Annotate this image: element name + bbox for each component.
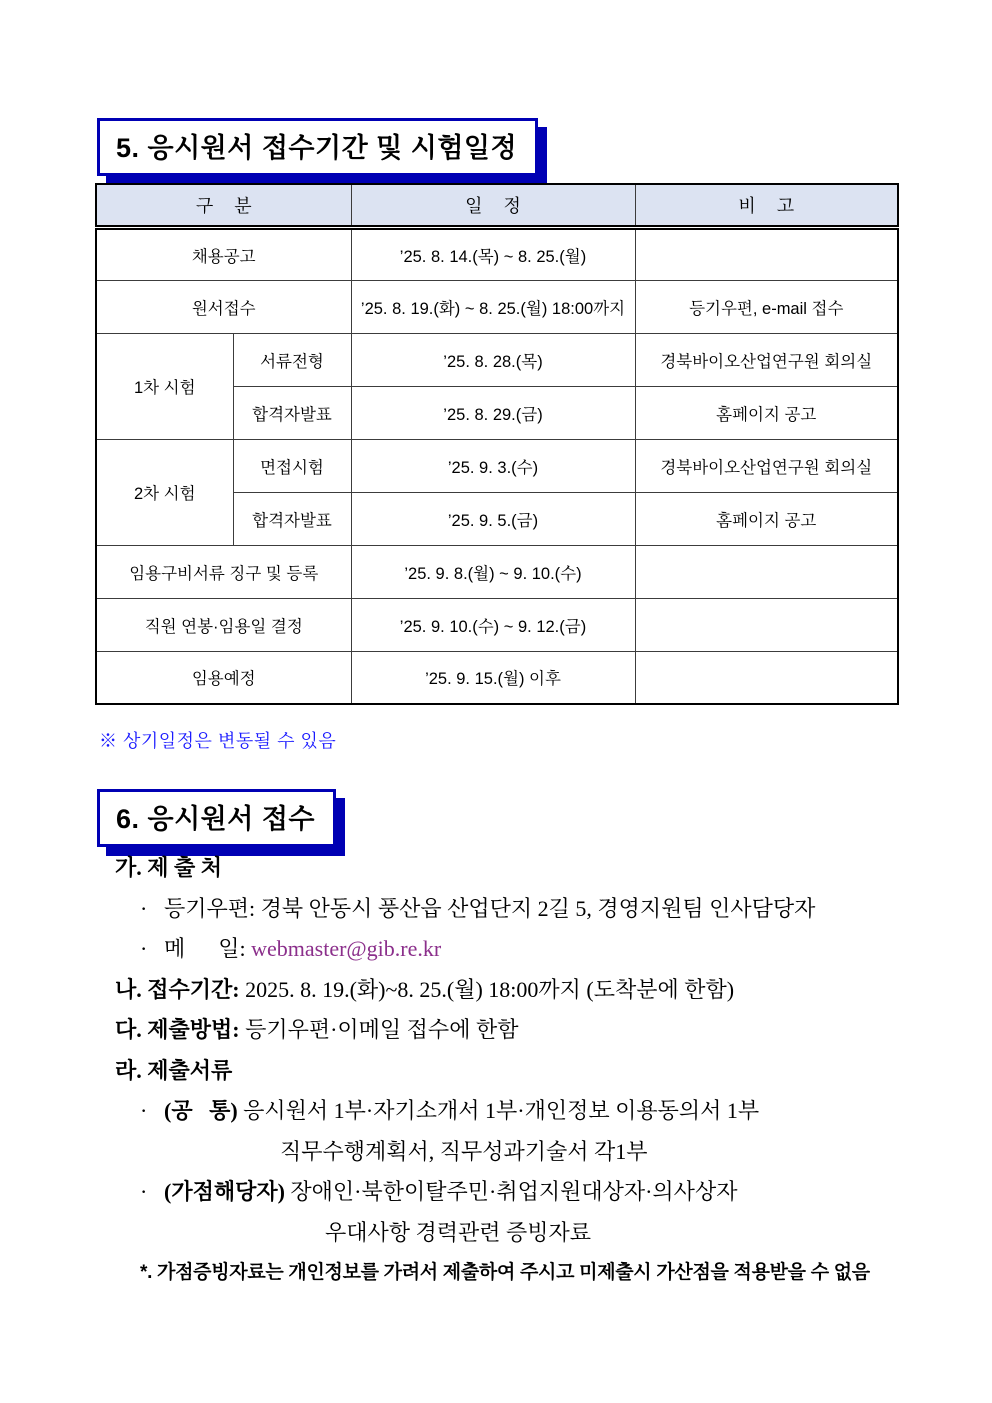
section5-title-box: [97, 118, 538, 176]
cell-note: [635, 651, 898, 704]
submit-method-line: [115, 1010, 915, 1051]
schedule-table: [95, 183, 899, 705]
common-docs-value: 응시원서 1부·자기소개서 1부·개인정보 이용동의서 1부: [237, 1098, 760, 1123]
cell-label: 임용구비서류 징구 및 등록: [96, 545, 351, 598]
email-link[interactable]: webmaster@gib.re.kr: [251, 936, 442, 961]
reception-period-line: [115, 970, 915, 1011]
submit-documents-heading: 라. 제출서류: [115, 1057, 233, 1083]
reception-period-value: 2025. 8. 19.(화)~8. 25.(월) 18:00까지 (도착분에 한함): [239, 976, 735, 1002]
cell-note: 등기우편, e-mail 접수: [635, 280, 898, 333]
table-row: [96, 439, 898, 492]
bullet-icon: ·: [140, 1179, 148, 1204]
cell-note: [635, 227, 898, 280]
cell-note: 경북바이오산업연구원 회의실: [635, 333, 898, 386]
submit-method-value: 등기우편·이메일 접수에 한함: [239, 1017, 519, 1042]
common-docs-line2: 직무수행계획서, 직무성과기술서 각1부: [280, 1138, 648, 1164]
cell-note: 경북바이오산업연구원 회의실: [635, 439, 898, 492]
section6-title: 6. 응시원서 접수: [116, 804, 316, 834]
bullet-icon: ·: [140, 1098, 148, 1123]
table-row: [96, 333, 898, 386]
cell-sub-label: 서류전형: [233, 333, 351, 386]
cell-group-label: 2차 시험: [96, 439, 233, 545]
table-row: [96, 280, 898, 333]
common-docs-label: (공 통): [164, 1098, 238, 1123]
section6-title-box: [97, 789, 336, 847]
schedule-change-note: ※ 상기일정은 변동될 수 있음: [99, 731, 337, 751]
col-header-iljeong: 일 정: [351, 184, 635, 227]
col-header-bigo: 비 고: [635, 184, 898, 227]
cell-note: 홈페이지 공고: [635, 492, 898, 545]
cell-date: ’25. 9. 8.(월) ~ 9. 10.(수): [351, 545, 635, 598]
table-header-row: [96, 184, 898, 227]
cell-date: ’25. 8. 29.(금): [351, 386, 635, 439]
submit-destination-heading: 가. 제 출 처: [115, 855, 223, 880]
cell-note: 홈페이지 공고: [635, 386, 898, 439]
cell-note: [635, 598, 898, 651]
section6-body: [115, 848, 915, 1294]
bonus-docs-label: (가점해당자): [164, 1179, 285, 1204]
cell-label: 임용예정: [96, 651, 351, 704]
cell-label: 채용공고: [96, 227, 351, 280]
bonus-docs-footnote: *. 가점증빙자료는 개인정보를 가려서 제출하여 주시고 미제출시 가산점을 적용받을 수 없음: [140, 1262, 870, 1283]
section5-title: 5. 응시원서 접수기간 및 시험일정: [116, 133, 518, 163]
cell-date: ’25. 8. 14.(목) ~ 8. 25.(월): [351, 227, 635, 280]
cell-date: ’25. 9. 5.(금): [351, 492, 635, 545]
bonus-docs-line2: 우대사항 경력관련 증빙자료: [325, 1219, 592, 1245]
cell-date: ’25. 8. 28.(목): [351, 333, 635, 386]
cell-date: ’25. 9. 10.(수) ~ 9. 12.(금): [351, 598, 635, 651]
registered-mail-line: [115, 889, 915, 930]
bullet-icon: ·: [140, 936, 148, 961]
cell-group-label: 1차 시험: [96, 333, 233, 439]
bonus-docs-line: [115, 1172, 915, 1213]
submit-method-label: 다. 제출방법:: [115, 1017, 240, 1042]
bullet-icon: ·: [140, 895, 148, 921]
col-header-gubun: 구 분: [96, 184, 351, 227]
cell-sub-label: 합격자발표: [233, 492, 351, 545]
bonus-docs-value: 장애인·북한이탈주민·취업지원대상자·의사상자: [284, 1179, 738, 1204]
cell-sub-label: 면접시험: [233, 439, 351, 492]
cell-label: 직원 연봉·임용일 결정: [96, 598, 351, 651]
table-row: [96, 598, 898, 651]
reception-period-label: 나. 접수기간:: [115, 976, 240, 1002]
cell-date: ’25. 8. 19.(화) ~ 8. 25.(월) 18:00까지: [351, 280, 635, 333]
registered-mail-label: 등기우편:: [164, 895, 256, 921]
cell-note: [635, 545, 898, 598]
cell-date: ’25. 9. 3.(수): [351, 439, 635, 492]
common-docs-line: [115, 1091, 915, 1132]
email-line: [115, 929, 915, 970]
registered-mail-address: 경북 안동시 풍산읍 산업단지 2길 5, 경영지원팀 인사담당자: [255, 895, 816, 921]
table-row: [96, 227, 898, 280]
cell-label: 원서접수: [96, 280, 351, 333]
table-row: [96, 651, 898, 704]
table-row: [96, 545, 898, 598]
cell-sub-label: 합격자발표: [233, 386, 351, 439]
cell-date: ’25. 9. 15.(월) 이후: [351, 651, 635, 704]
email-label: 메 일:: [164, 936, 246, 961]
